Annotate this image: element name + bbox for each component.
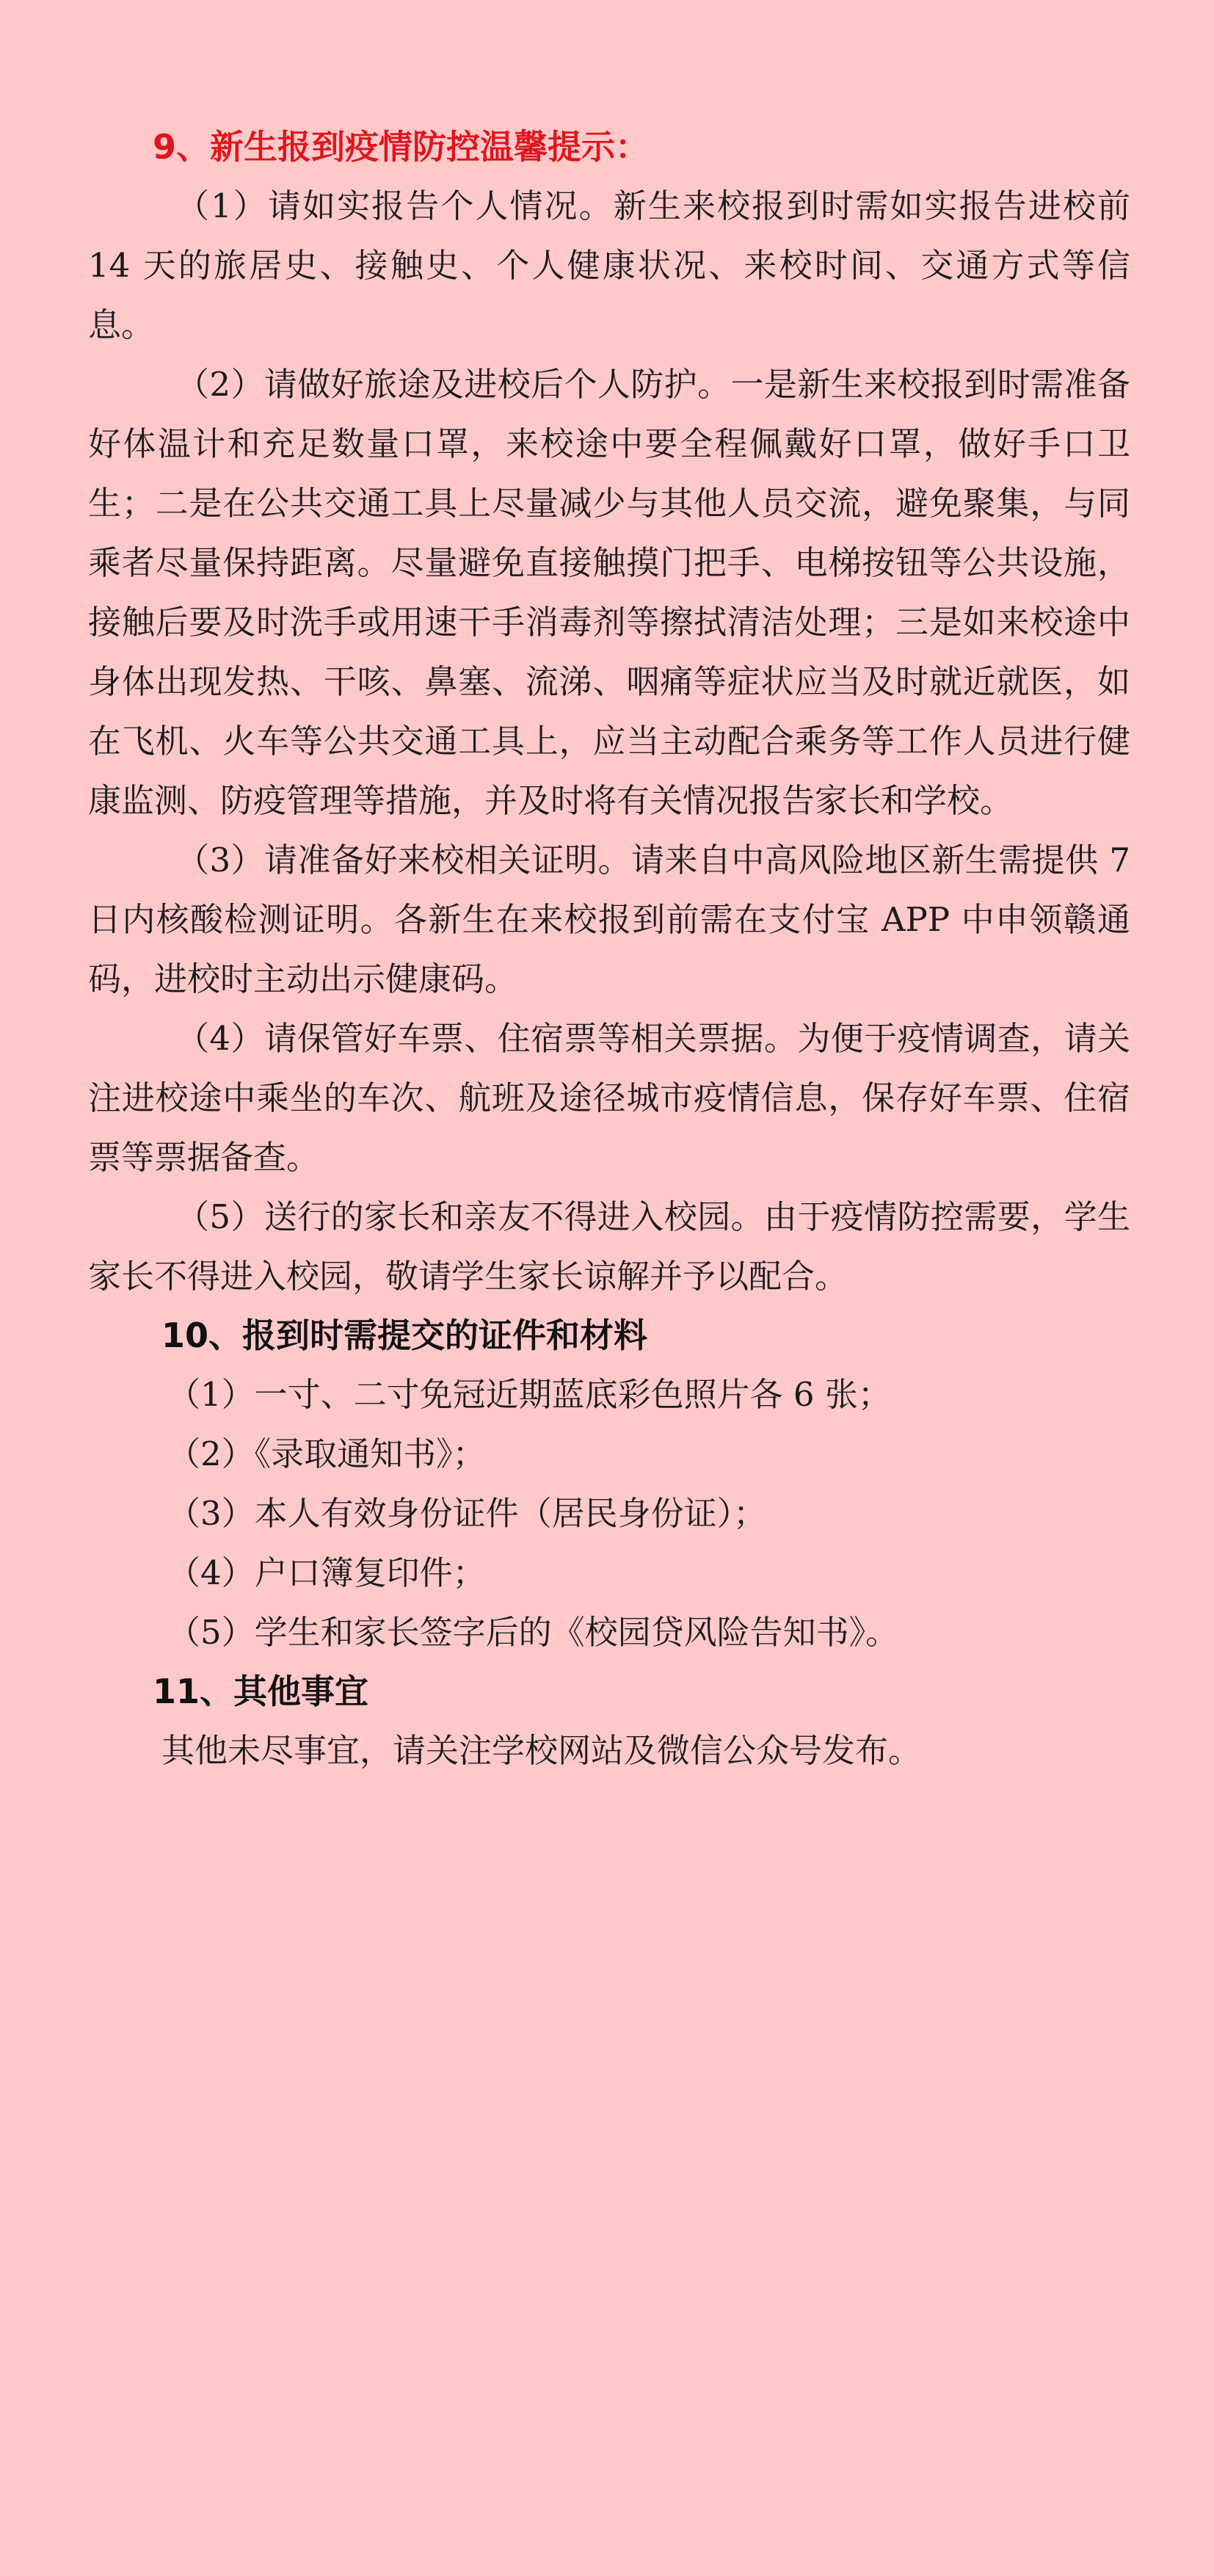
section-11-title: 11、其他事宜 (153, 1672, 369, 1711)
section-10-item-5: （5）学生和家长签字后的《校园贷风险告知书》。 (167, 1613, 899, 1652)
section-9-paragraph-4: （4）请保管好车票、住宿票等相关票据。为便于疫情调查，请关注进校途中乘坐的车次、航班及途径城市疫情信息，保存好车票、住宿票等票据备查。 (88, 1019, 1130, 1177)
section-10-item-1: （1）一寸、二寸免冠近期蓝底彩色照片各 6 张； (167, 1375, 891, 1414)
section-9-title: 9、新生报到疫情防控温馨提示： (153, 127, 650, 167)
section-9-paragraph-5: （5）送行的家长和亲友不得进入校园。由于疫情防控需要，学生家长不得进入校园，敬请学生家长谅解并予以配合。 (88, 1197, 1130, 1296)
section-10-title: 10、报到时需提交的证件和材料 (161, 1316, 648, 1355)
section-10-item-3: （3）本人有效身份证件（居民身份证）； (167, 1494, 767, 1533)
section-10-item-4: （4）户口簿复印件； (167, 1553, 486, 1592)
document-body (88, 117, 1130, 1780)
section-11-text: 其他未尽事宜，请关注学校网站及微信公众号发布。 (161, 1731, 922, 1770)
section-10-item-2: （2）《录取通知书》； (167, 1434, 486, 1473)
section-9-paragraph-1: （1）请如实报告个人情况。新生来校报到时需如实报告进校前 14 天的旅居史、接触史、个人健康状况、来校时间、交通方式等信息。 (88, 186, 1130, 344)
section-9-paragraph-3: （3）请准备好来校相关证明。请来自中高风险地区新生需提供 7 日内核酸检测证明。各新生在来校报到前需在支付宝 APP 中申领赣通码，进校时主动出示健康码。 (88, 841, 1130, 998)
section-9-paragraph-2: （2）请做好旅途及进校后个人防护。一是新生来校报到时需准备好体温计和充足数量口罩，来校途中要全程佩戴好口罩，做好手口卫生；二是在公共交通工具上尽量减少与其他人员交流，避免聚集，与同乘者尽量保持距离。尽量避免直接触摸门把手、电梯按钮等公共设施，接触后要及时洗手或用速干手消毒剂等擦拭清洁处理；三是如来校途中身体出现发热、干咳、鼻塞、流涕、咽痛等症状应当及时就近就医，如在飞机、火车等公共交通工具上，应当主动配合乘务等工作人员进行健康监测、防疫管理等措施，并及时将有关情况报告家长和学校。 (88, 365, 1130, 820)
